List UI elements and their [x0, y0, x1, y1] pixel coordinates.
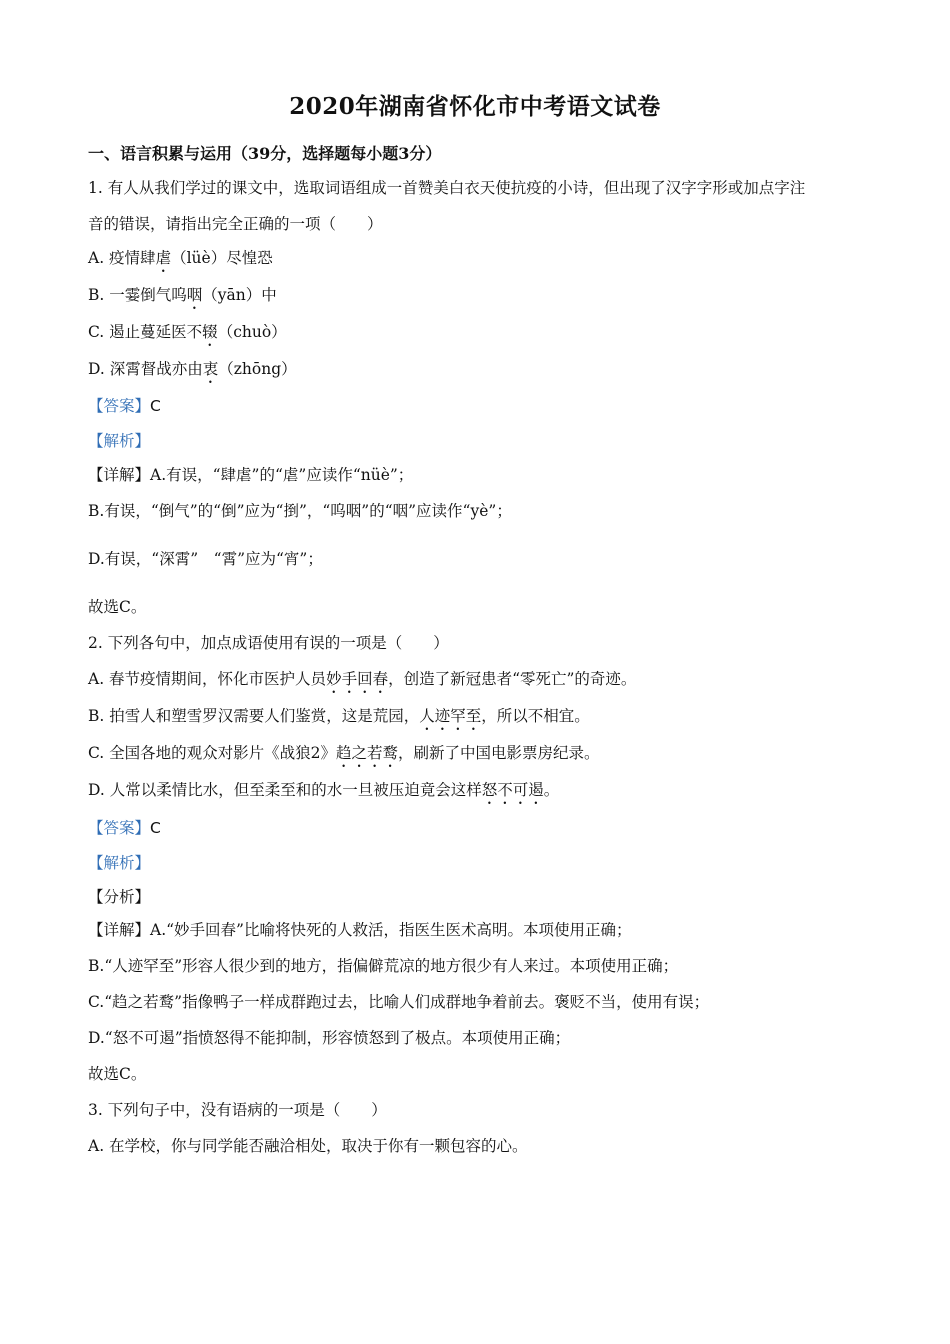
q2-option-b — [88, 705, 590, 734]
q1-conclusion: 故选C。 — [88, 598, 147, 616]
q1-detail-2: B.有误，“倒气”的“倒”应为“捯”，“呜咽”的“咽”应读作“yè”； — [88, 502, 512, 520]
q2-answer — [88, 817, 161, 839]
option-text: D. 人常以柔情比水，但至柔至和的水一旦被压迫竟会这样 — [88, 781, 482, 799]
q2-analysis-tag: 【解析】 — [88, 854, 151, 872]
q1-analysis-tag: 【解析】 — [88, 432, 151, 450]
answer-value: C — [150, 397, 161, 415]
q2-option-a — [88, 668, 636, 697]
option-text: B. 拍雪人和塑雪罗汉需要人们鉴赏，这是荒园， — [88, 707, 420, 725]
answer-value: C — [150, 819, 161, 837]
option-text: D. 深霄督战亦由 — [88, 360, 203, 378]
q1-stem-line2: 音的错误，请指出完全正确的一项（ ） — [88, 215, 383, 233]
option-text: ，所以不相宜。 — [481, 707, 590, 725]
q2-detail-1: 【详解】A.“妙手回春”比喻将快死的人救活，指医生医术高明。本项使用正确； — [88, 921, 632, 939]
q3-stem: 3. 下列句子中，没有语病的一项是（ ） — [88, 1101, 387, 1119]
section-heading: 一、语言积累与运用（39分，选择题每小题3分） — [88, 144, 442, 163]
q2-option-d — [88, 779, 559, 808]
q1-detail-1: 【详解】A.有误，“肆虐”的“虐”应读作“nüè”； — [88, 466, 414, 484]
option-text: C. 遏止蔓延医不 — [88, 323, 203, 341]
answer-tag: 【答案】 — [88, 397, 151, 415]
option-text: A. 疫情肆 — [88, 249, 156, 267]
q1-stem-line1: 1. 有人从我们学过的课文中，选取词语组成一首赞美白衣天使抗疫的小诗，但出现了汉字字形或加点字注 — [88, 179, 806, 197]
option-text: （zhōng） — [218, 360, 297, 378]
q1-option-a — [88, 247, 273, 276]
option-text: A. 春节疫情期间，怀化市医护人员 — [88, 670, 327, 688]
q1-detail-3: D.有误，“深霄” “霄”应为“宵”； — [88, 550, 323, 568]
option-text: （lüè）尽惶恐 — [171, 249, 273, 267]
q2-detail-4: D.“怒不可遏”指愤怒得不能抑制，形容愤怒到了极点。本项使用正确； — [88, 1029, 571, 1047]
q3-option-a: A. 在学校，你与同学能否融洽相处，取决于你有一颗包容的心。 — [88, 1137, 528, 1155]
dotted-char: 衷 — [202, 360, 219, 378]
answer-tag: 【答案】 — [88, 819, 151, 837]
q2-detail-3: C.“趋之若鹜”指像鸭子一样成群跑过去，比喻人们成群地争着前去。褒贬不当，使用有误； — [88, 993, 710, 1011]
dotted-char: 辍 — [202, 323, 218, 341]
dotted-char: 咽 — [186, 286, 203, 304]
page-title: 2020年湖南省怀化市中考语文试卷 — [289, 93, 661, 120]
dotted-char: 虐 — [155, 249, 172, 267]
q2-fenxi: 【分析】 — [88, 888, 151, 906]
option-text: ，创造了新冠患者“零死亡”的奇迹。 — [388, 670, 637, 688]
option-text: C. 全国各地的观众对影片《战狼2》 — [88, 744, 337, 762]
q1-option-b — [88, 284, 277, 313]
q1-option-d — [88, 358, 297, 387]
q1-option-c — [88, 321, 287, 350]
q2-stem: 2. 下列各句中，加点成语使用有误的一项是（ ） — [88, 634, 449, 652]
option-text: ，刷新了中国电影票房纪录。 — [398, 744, 600, 762]
option-text: 。 — [543, 781, 560, 799]
dotted-idiom: 怒不可遏 — [481, 781, 544, 799]
option-text: （yān）中 — [202, 286, 277, 304]
option-text: （chuò） — [217, 323, 287, 341]
q2-conclusion: 故选C。 — [88, 1065, 147, 1083]
dotted-idiom: 人迹罕至 — [419, 707, 482, 725]
dotted-idiom: 趋之若鹜 — [336, 744, 399, 762]
dotted-idiom: 妙手回春 — [326, 670, 389, 688]
option-text: B. 一霎倒气呜 — [88, 286, 187, 304]
q2-detail-2: B.“人迹罕至”形容人很少到的地方，指偏僻荒凉的地方很少有人来过。本项使用正确； — [88, 957, 679, 975]
q1-answer — [88, 395, 161, 417]
q2-option-c — [88, 742, 600, 771]
